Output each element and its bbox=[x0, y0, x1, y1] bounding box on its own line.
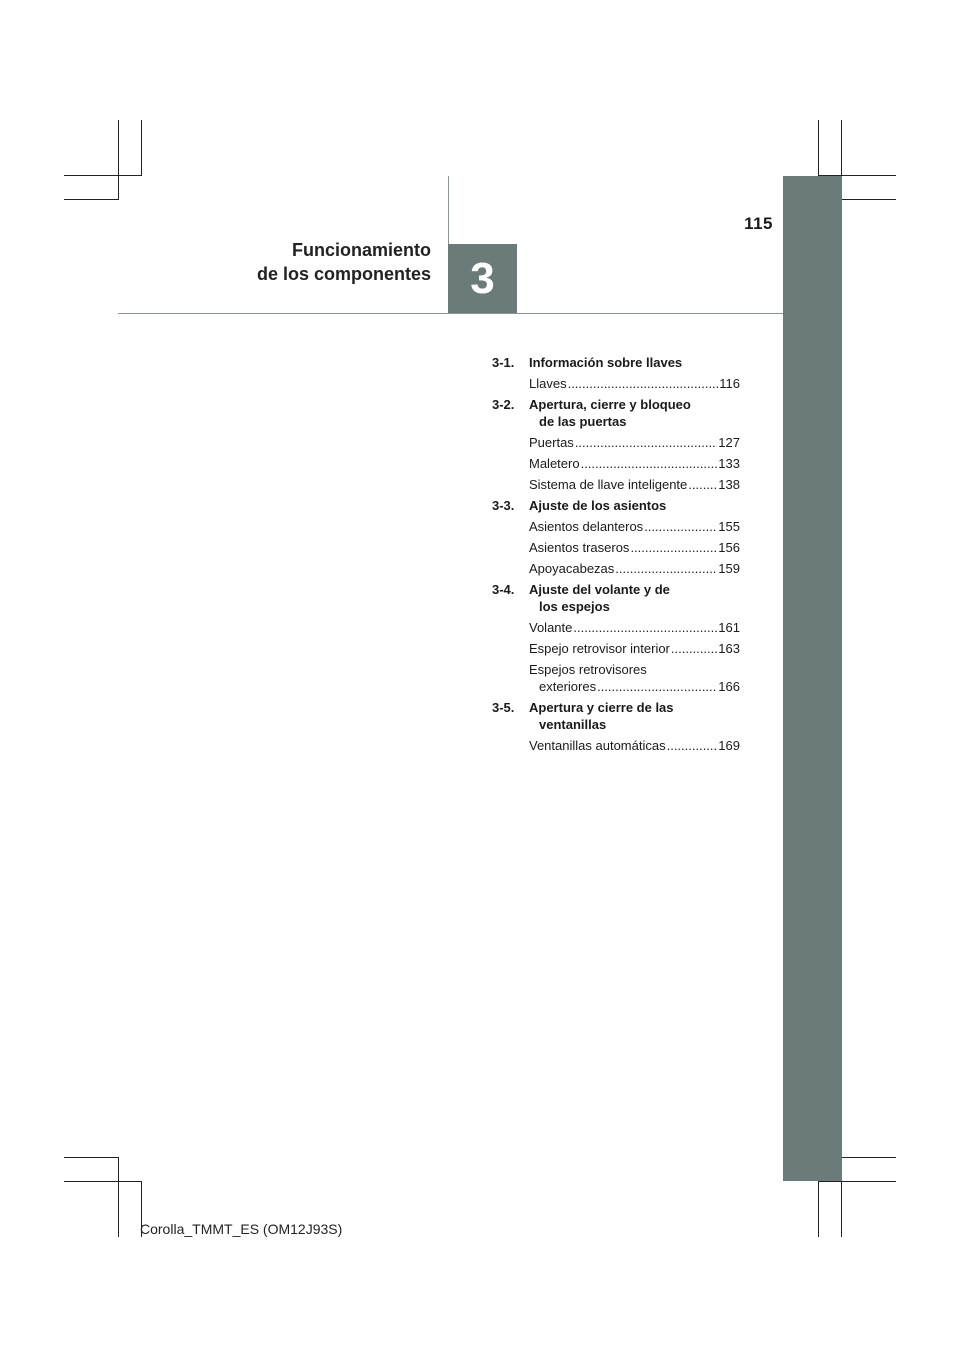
toc-entry[interactable] bbox=[492, 539, 740, 556]
header-divider bbox=[118, 313, 783, 314]
toc-entry-label: Volante bbox=[529, 620, 573, 635]
section-title: Apertura, cierre y bloqueo de las puertas bbox=[529, 397, 691, 429]
toc-entry-page: 116 bbox=[719, 376, 740, 391]
toc-entry[interactable] bbox=[492, 518, 740, 535]
toc-entry-page: 155 bbox=[718, 519, 740, 534]
section-title: Apertura y cierre de las ventanillas bbox=[529, 700, 674, 732]
toc-entry-page: 161 bbox=[718, 620, 740, 635]
toc-section-heading[interactable] bbox=[492, 497, 740, 514]
toc-entry[interactable] bbox=[492, 737, 740, 754]
section-number: 3-4. bbox=[492, 582, 515, 597]
chapter-title bbox=[180, 238, 431, 286]
section-number: 3-1. bbox=[492, 355, 515, 370]
chapter-side-tab bbox=[783, 176, 842, 1181]
toc-entry-label: Asientos traseros bbox=[529, 540, 630, 555]
toc-entry[interactable] bbox=[492, 434, 740, 451]
toc-entry-page: 159 bbox=[718, 561, 740, 576]
toc-entry-label: Maletero bbox=[529, 456, 580, 471]
toc-entry-page: 138 bbox=[718, 477, 740, 492]
toc-section bbox=[492, 396, 740, 493]
toc-section bbox=[492, 581, 740, 695]
toc-section bbox=[492, 354, 740, 392]
toc-entry-page: 163 bbox=[718, 641, 740, 656]
toc-entry[interactable] bbox=[492, 619, 740, 636]
toc-entry-page: 166 bbox=[718, 679, 740, 694]
toc-entry-label: Espejo retrovisor interior bbox=[529, 641, 670, 656]
toc-entry[interactable] bbox=[492, 476, 740, 493]
section-title: Información sobre llaves bbox=[529, 355, 683, 370]
toc-entry-label-cont: exteriores bbox=[539, 679, 597, 694]
toc-entry[interactable] bbox=[492, 455, 740, 472]
toc-section bbox=[492, 497, 740, 577]
toc-section-heading[interactable] bbox=[492, 396, 740, 430]
chapter-title-line1: Funcionamiento bbox=[292, 240, 431, 260]
section-number: 3-2. bbox=[492, 397, 515, 412]
toc-section bbox=[492, 699, 740, 754]
toc-section-heading[interactable] bbox=[492, 699, 740, 733]
toc-entry[interactable] bbox=[492, 560, 740, 577]
chapter-title-line2: de los componentes bbox=[256, 264, 431, 284]
page-number: 115 bbox=[744, 214, 773, 233]
toc-entry-page: 169 bbox=[718, 738, 740, 753]
toc-entry-label: Puertas bbox=[529, 435, 574, 450]
toc-section-heading[interactable] bbox=[492, 354, 740, 371]
header-divider-vertical bbox=[448, 176, 449, 244]
toc-entry-page: 133 bbox=[718, 456, 740, 471]
toc-entry-label: Apoyacabezas bbox=[529, 561, 615, 576]
toc-entry-label: Llaves bbox=[529, 376, 567, 391]
chapter-number-box bbox=[448, 244, 517, 313]
toc-entry[interactable] bbox=[492, 640, 740, 657]
toc-entry-page: 156 bbox=[718, 540, 740, 555]
toc-entry[interactable] bbox=[492, 661, 740, 695]
section-title: Ajuste del volante y de los espejos bbox=[529, 582, 670, 614]
toc-entry-page: 127 bbox=[718, 435, 740, 450]
toc-entry-label: Asientos delanteros bbox=[529, 519, 644, 534]
toc-entry-label: Sistema de llave inteligente bbox=[529, 477, 688, 492]
section-number: 3-3. bbox=[492, 498, 515, 513]
toc-entry[interactable] bbox=[492, 375, 740, 392]
table-of-contents bbox=[492, 354, 740, 758]
toc-entry-label: Ventanillas automáticas bbox=[529, 738, 666, 753]
section-title: Ajuste de los asientos bbox=[529, 498, 667, 513]
toc-section-heading[interactable] bbox=[492, 581, 740, 615]
section-number: 3-5. bbox=[492, 700, 515, 715]
chapter-number: 3 bbox=[470, 253, 495, 303]
footer-document-id: Corolla_TMMT_ES (OM12J93S) bbox=[140, 1221, 343, 1237]
toc-entry-label: Espejos retrovisores bbox=[529, 662, 647, 677]
